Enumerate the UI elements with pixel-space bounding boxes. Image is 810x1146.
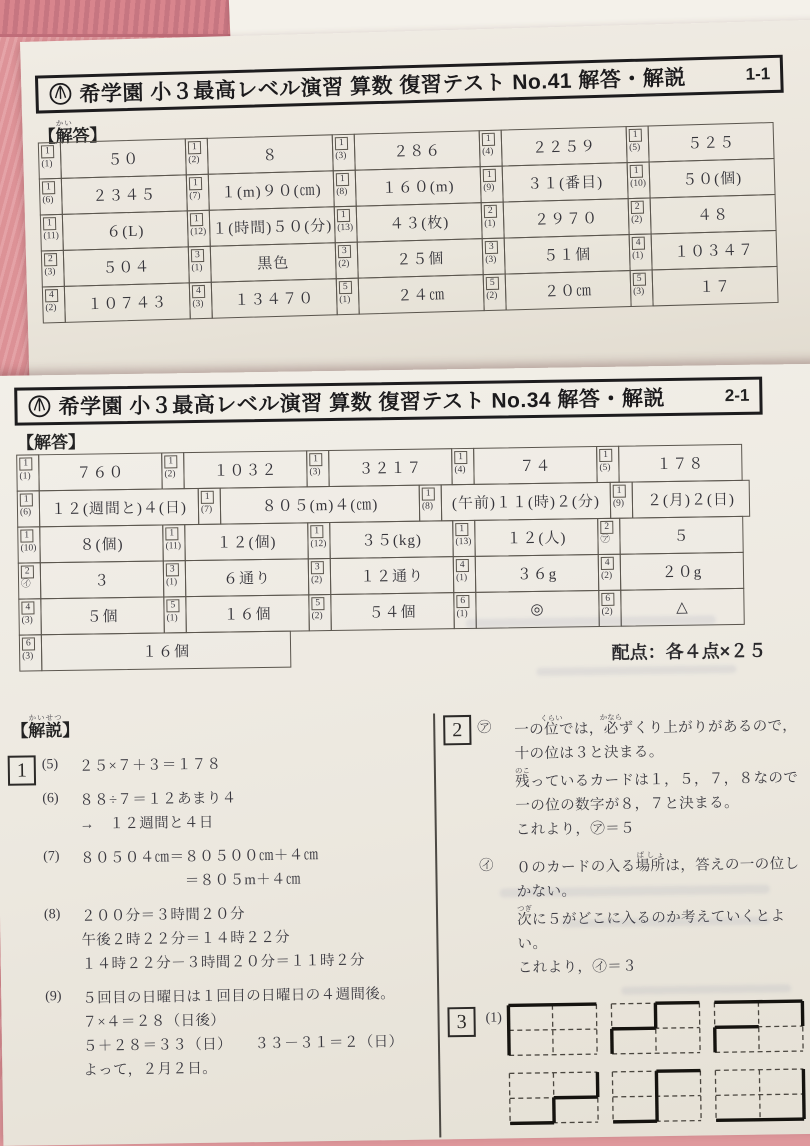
question-label-cell xyxy=(198,488,222,525)
explanation-line: 十の位は３と決まる。 xyxy=(514,738,805,766)
explanation-lines xyxy=(82,982,430,1083)
question-number-box: 6 xyxy=(456,595,469,608)
question-number-box: 1 xyxy=(599,449,612,462)
question-label-cell xyxy=(596,446,620,483)
answer-value-cell: ８０５(m)４(㎝) xyxy=(220,485,421,525)
question-number-box: 1 xyxy=(189,177,202,190)
question-sub-label: (2) xyxy=(188,155,199,165)
question3-block xyxy=(447,998,810,1127)
explanation-lines xyxy=(514,710,807,842)
question-sub-label: (8) xyxy=(336,187,347,197)
explanation-item xyxy=(479,848,809,981)
explanation-line: これより，㋑＝３ xyxy=(518,952,809,980)
explanation-line: 一の位の数字が８，７と決まる。 xyxy=(515,790,806,818)
question-number-box: 1 xyxy=(19,457,32,470)
nozomi-gakuen-logo-icon xyxy=(48,82,73,107)
answer-value-cell: ２(月)２(日) xyxy=(632,480,751,519)
question-number-box: 5 xyxy=(311,597,324,610)
question-number-box: 4 xyxy=(21,601,34,614)
question-number-box: 1 xyxy=(613,485,626,498)
explanation-item-label: ㋑ xyxy=(479,852,509,980)
explanation-item-label: (6) xyxy=(42,789,71,837)
question1-box: 1 xyxy=(8,755,36,785)
sheet1-answer-heading: 【解かい答】 xyxy=(38,118,107,148)
question-label-cell xyxy=(39,178,63,216)
question-label-cell xyxy=(189,282,213,320)
answer-value-cell: ３６g xyxy=(475,554,600,593)
explanation-item xyxy=(44,900,429,978)
question-sub-label: (12) xyxy=(310,539,326,549)
question1-explanations xyxy=(42,750,431,1084)
explanation-line: よって，２月２日。 xyxy=(83,1054,430,1083)
answer-value-cell: ３５(kg) xyxy=(329,520,454,559)
question-sub-label: (7) xyxy=(189,191,200,201)
answer-value-cell: ８ xyxy=(207,134,334,175)
question-sub-label: (1) xyxy=(167,613,178,623)
explanation-line: 一の位くらいでは，必かならずくり上がりがあるので， xyxy=(514,710,805,742)
question-sub-label: (1) xyxy=(456,573,467,583)
answer-value-cell: １(時間)５０(分) xyxy=(209,206,336,247)
answer-value-cell: 黒色 xyxy=(210,242,337,283)
question-label-cell xyxy=(308,558,332,595)
answer-value-cell: ６通り xyxy=(185,558,310,597)
question-sub-label: ㋑ xyxy=(21,579,31,589)
question-sub-label: (3) xyxy=(192,299,203,309)
question-number-box: 1 xyxy=(422,487,435,500)
answer-value-cell: ７６０ xyxy=(38,452,163,491)
question-label-cell xyxy=(42,286,66,324)
answer-value-cell: ５０４ xyxy=(63,246,190,287)
answer-value-cell: １６個 xyxy=(185,594,310,633)
explanation-item-label: (8) xyxy=(44,905,73,977)
question-number-box: 4 xyxy=(601,557,614,570)
sheet2-title: 希学園 小３最高レベル演習 算数 復習テスト No.34 解答・解説 xyxy=(58,382,665,421)
question-number-box: 4 xyxy=(192,285,205,298)
explanation-line: ８０５０４㎝＝８０５００㎝＋４㎝ xyxy=(80,842,427,871)
question-sub-label: (9) xyxy=(613,499,624,509)
question-label-cell xyxy=(597,518,621,555)
question-label-cell xyxy=(480,166,504,204)
grid-diagram-1 xyxy=(505,1001,600,1058)
explanation-lines xyxy=(516,848,809,980)
question-number-box: 1 xyxy=(20,529,33,542)
question-sub-label: (2) xyxy=(45,303,56,313)
question-label-cell xyxy=(336,278,360,316)
sheet1-title: 希学園 小３最高レベル演習 算数 復習テスト No.41 解答・解説 xyxy=(79,61,686,108)
question-label-cell xyxy=(185,138,209,176)
question-sub-label: (11) xyxy=(165,541,181,551)
question-number-box: 2 xyxy=(631,201,644,214)
question-number-box: 3 xyxy=(338,245,351,258)
question-sub-label: (3) xyxy=(309,467,320,477)
question2-explanations xyxy=(477,710,809,981)
sheet1-page-number: 1-1 xyxy=(745,64,770,85)
answer-sheet-no41 xyxy=(20,18,810,393)
question-sub-label: (1) xyxy=(457,609,468,619)
question-number-box: 2 xyxy=(44,253,57,266)
question-label-cell xyxy=(41,250,65,288)
question-sub-label: (9) xyxy=(483,183,494,193)
answer-value-cell: ２８６ xyxy=(354,130,481,171)
answer-value-cell: ３ xyxy=(40,560,165,599)
question-sub-label: (5) xyxy=(629,143,640,153)
explanation-line: 午後２時２２分＝１４時２２分 xyxy=(81,924,428,953)
question-sub-label: (2) xyxy=(631,215,642,225)
question-label-cell xyxy=(18,562,42,599)
explanation-line: ７×４＝２８（日後） xyxy=(82,1006,429,1035)
question-sub-label: (2) xyxy=(601,607,612,617)
question-label-cell xyxy=(186,174,210,212)
explanation-item xyxy=(45,982,430,1084)
explanation-item xyxy=(43,842,428,896)
question-number-box: 5 xyxy=(339,281,352,294)
answer-value-cell: １０３２ xyxy=(183,450,308,489)
question-sub-label: (8) xyxy=(422,501,433,511)
answer-value-cell: ５ xyxy=(619,516,744,555)
question-number-box: 1 xyxy=(20,493,33,506)
question-number-box: 1 xyxy=(41,145,54,158)
sheet2-page-number: 2-1 xyxy=(725,386,750,406)
answer-value-cell: ４８ xyxy=(650,194,777,235)
question-number-box: 1 xyxy=(309,453,322,466)
answer-value-cell: ２５個 xyxy=(357,238,484,279)
question-label-cell xyxy=(453,556,477,593)
question-number-box: 4 xyxy=(45,289,58,302)
answer-value-cell: ５０(個) xyxy=(649,158,776,199)
answer-value-cell: ２０g xyxy=(620,552,745,591)
question-sub-label: (5) xyxy=(599,463,610,473)
answer-value-cell: ２９７０ xyxy=(503,198,630,239)
question-number-box: 2 xyxy=(21,565,34,578)
question-number-box: 1 xyxy=(190,213,203,226)
answer-value-cell: ７４ xyxy=(473,446,598,485)
question-sub-label: (1) xyxy=(632,251,643,261)
question-label-cell xyxy=(626,125,650,163)
question-number-box: 1 xyxy=(482,133,495,146)
explanation-line: → １２週間と４日 xyxy=(79,808,426,837)
question-sub-label: (3) xyxy=(485,255,496,265)
question-sub-label: (6) xyxy=(42,195,53,205)
question-sub-label: (13) xyxy=(455,537,471,547)
answer-value-cell: １０３４７ xyxy=(651,230,778,271)
question-number-box: 2 xyxy=(600,521,613,534)
explanation-lines xyxy=(80,842,428,895)
question3-item-label: (1) xyxy=(485,1011,502,1027)
sheet2-header-box xyxy=(14,377,762,426)
explanation-line: ＝８０５m＋４㎝ xyxy=(80,866,427,895)
question-label-cell xyxy=(18,598,42,635)
question-sub-label: (2) xyxy=(164,469,175,479)
answer-value-cell: ２２５９ xyxy=(501,126,628,167)
question-number-box: 3 xyxy=(191,249,204,262)
question-label-cell xyxy=(188,246,212,284)
scoring-note: 配点：各４点×２５ xyxy=(426,637,766,668)
question-sub-label: (2) xyxy=(312,611,323,621)
question-sub-label: (6) xyxy=(20,507,31,517)
question-label-cell xyxy=(479,130,503,168)
question-sub-label: (2) xyxy=(311,575,322,585)
question-label-cell xyxy=(452,520,476,557)
question-sub-label: (3) xyxy=(335,151,346,161)
question-number-box: 1 xyxy=(629,129,642,142)
explanation-lines xyxy=(79,784,427,837)
question-sub-label: (4) xyxy=(482,147,493,157)
question-sub-label: (1) xyxy=(166,577,177,587)
question-sub-label: (1) xyxy=(339,295,350,305)
answer-value-cell: ３１(番目) xyxy=(502,162,629,203)
show-through-artifact xyxy=(536,665,736,676)
explanation-item-label: (7) xyxy=(43,847,72,895)
question-sub-label: (10) xyxy=(20,543,36,553)
question-sub-label: (1) xyxy=(19,471,30,481)
answer-value-cell: １７ xyxy=(652,266,779,307)
answer-value-cell: １(m)９０(㎝) xyxy=(208,170,335,211)
question-label-cell xyxy=(16,454,40,491)
sheet1-answer-table xyxy=(39,123,779,323)
question-label-cell xyxy=(628,197,652,235)
nozomi-gakuen-logo-icon xyxy=(27,394,51,418)
explanation-lines xyxy=(79,750,426,779)
question-number-box: 1 xyxy=(454,451,467,464)
grid-diagram-2 xyxy=(608,1000,703,1057)
answer-value-cell: １６０(m) xyxy=(355,166,482,207)
question-label-cell xyxy=(451,448,475,485)
question-label-cell xyxy=(306,450,330,487)
question-number-box: 1 xyxy=(336,173,349,186)
question-label-cell xyxy=(308,594,332,631)
question-label-cell xyxy=(629,233,653,271)
question-label-cell xyxy=(481,202,505,240)
column-divider-line xyxy=(433,713,441,1137)
question-number-box: 6 xyxy=(22,637,35,650)
explanation-line: 残のこ っているカードは１，５，７，８なので xyxy=(515,762,806,794)
explanation-line: ２５×７＋３＝１７８ xyxy=(79,750,426,779)
question-number-box: 1 xyxy=(483,169,496,182)
question-label-cell xyxy=(38,142,62,180)
answer-value-cell: ５１個 xyxy=(504,234,631,275)
explanation-lines xyxy=(81,900,429,977)
answer-value-cell: １２(人) xyxy=(474,518,599,557)
question-number-box: 2 xyxy=(484,205,497,218)
question-number-box: 6 xyxy=(601,593,614,606)
question-number-box: 1 xyxy=(164,455,177,468)
question-sub-label: (4) xyxy=(454,465,465,475)
question3-box: 3 xyxy=(447,1007,475,1037)
explanation-line: ８８÷７＝１２あまり４ xyxy=(79,784,426,813)
answer-value-cell: ２３４５ xyxy=(61,174,188,215)
question-sub-label: (10) xyxy=(630,179,646,189)
explanation-line: ２００分＝３時間２０分 xyxy=(81,900,428,929)
question-sub-label: (3) xyxy=(44,267,55,277)
kaisetsu-left-column xyxy=(8,750,431,1094)
question-label-cell xyxy=(161,452,185,489)
question-sub-label: (12) xyxy=(190,227,206,237)
explanation-line: これより，㋐＝５ xyxy=(516,814,807,842)
explanation-item xyxy=(42,750,426,780)
question-number-box: 1 xyxy=(455,523,468,536)
question-sub-label: (1) xyxy=(191,263,202,273)
question-sub-label: (3) xyxy=(22,615,33,625)
question-label-cell xyxy=(334,206,358,244)
explanation-item-label: (5) xyxy=(42,755,70,779)
explanation-line: ５回目の日曜日は１回目の日曜日の４週間後。 xyxy=(82,982,429,1011)
answer-value-cell: ５０ xyxy=(60,138,187,179)
question2-box: 2 xyxy=(443,715,471,745)
question-number-box: 3 xyxy=(166,563,179,576)
answer-value-cell: ５４個 xyxy=(330,592,455,631)
question-label-cell xyxy=(610,482,634,519)
answer-value-cell: ６(L) xyxy=(62,210,189,251)
question-number-box: 1 xyxy=(310,525,323,538)
answer-value-cell: １６個 xyxy=(41,631,292,672)
question-number-box: 5 xyxy=(486,277,499,290)
question-label-cell xyxy=(483,274,507,312)
answer-value-cell: ◎ xyxy=(475,590,600,629)
question-label-cell xyxy=(162,524,186,561)
kaisetsu-heading: 【解説かいせつ】 xyxy=(11,713,79,742)
sheet2-answer-heading: 【解答】 xyxy=(17,433,85,454)
answer-value-cell: １２(個) xyxy=(184,522,309,561)
question-number-box: 3 xyxy=(485,241,498,254)
question-label-cell xyxy=(332,134,356,172)
question-number-box: 5 xyxy=(633,273,646,286)
question-sub-label: (2) xyxy=(486,291,497,301)
question-sub-label: (13) xyxy=(337,223,353,233)
question-number-box: 1 xyxy=(188,141,201,154)
question-sub-label: (2) xyxy=(601,571,612,581)
question-sub-label: ㋐ xyxy=(600,535,610,545)
question-number-box: 1 xyxy=(42,181,55,194)
explanation-line: ５＋２８＝３３（日） ３３－３１＝２（日） xyxy=(83,1030,430,1059)
grid-diagram-4 xyxy=(506,1069,601,1126)
explanation-item-label: ㋐ xyxy=(477,714,507,842)
question-label-cell xyxy=(187,210,211,248)
answer-value-cell: ２４㎝ xyxy=(358,274,485,315)
answer-value-cell: ２０㎝ xyxy=(505,270,632,311)
question-label-cell xyxy=(419,484,443,521)
question-number-box: 1 xyxy=(337,209,350,222)
answer-value-cell: △ xyxy=(620,588,745,627)
grid-answer-diagrams xyxy=(505,998,810,1126)
explanation-line: ０のカードの入る場所ばしょは，答えの一の位しかない。 xyxy=(516,848,808,904)
answer-sheet-no34 xyxy=(0,363,810,1146)
grid-diagram-5 xyxy=(609,1068,704,1125)
explanation-item xyxy=(477,710,807,843)
explanation-line: 次つぎ に５がどこに入るのか考えていくとよい。 xyxy=(517,900,809,956)
question-label-cell xyxy=(40,214,64,252)
question-sub-label: (2) xyxy=(338,259,349,269)
question-sub-label: (3) xyxy=(22,651,33,661)
answer-value-cell: ５個 xyxy=(40,596,165,635)
question-label-cell xyxy=(19,634,43,671)
question-number-box: 1 xyxy=(201,491,214,504)
question-label-cell xyxy=(598,554,622,591)
answer-value-cell: ５２５ xyxy=(648,122,775,163)
sheet1-header-box xyxy=(35,55,784,114)
answer-value-cell: ４３(枚) xyxy=(356,202,483,243)
grid-diagram-6 xyxy=(712,1066,807,1123)
question-number-box: 3 xyxy=(311,561,324,574)
question-label-cell xyxy=(482,238,506,276)
question-sub-label: (1) xyxy=(484,219,495,229)
question-sub-label: (1) xyxy=(41,159,52,169)
answer-value-cell: １２(週間と)４(日) xyxy=(39,488,200,527)
question-sub-label: (3) xyxy=(633,287,644,297)
question-number-box: 4 xyxy=(456,559,469,572)
question-label-cell xyxy=(17,490,41,527)
answer-value-cell: ３２１７ xyxy=(328,448,453,487)
answer-value-cell: １２通り xyxy=(330,556,455,595)
question-label-cell xyxy=(17,526,41,563)
grid-diagram-3 xyxy=(711,998,806,1055)
question-label-cell xyxy=(627,161,651,199)
question-label-cell xyxy=(163,596,187,633)
explanation-line: １４時２２分－３時間２０分＝１１時２分 xyxy=(82,948,429,977)
question-sub-label: (7) xyxy=(201,505,212,515)
question-number-box: 1 xyxy=(43,217,56,230)
answer-value-cell: ８(個) xyxy=(39,524,164,563)
explanation-item xyxy=(42,784,427,838)
answer-value-cell: (午前)１１(時)２(分) xyxy=(441,482,612,522)
question-label-cell xyxy=(163,560,187,597)
question-number-box: 1 xyxy=(165,527,178,540)
question-number-box: 4 xyxy=(632,237,645,250)
answer-value-cell: １７８ xyxy=(618,444,743,483)
question-label-cell xyxy=(630,269,654,307)
question-sub-label: (11) xyxy=(43,231,59,241)
question-label-cell xyxy=(335,242,359,280)
question-number-box: 5 xyxy=(166,599,179,612)
question-number-box: 1 xyxy=(630,165,643,178)
answer-value-cell: １３４７０ xyxy=(211,278,338,319)
question-label-cell xyxy=(333,170,357,208)
explanation-item-label: (9) xyxy=(45,987,74,1083)
question-number-box: 1 xyxy=(335,137,348,150)
question-label-cell xyxy=(307,522,331,559)
answer-value-cell: １０７４３ xyxy=(64,282,191,323)
